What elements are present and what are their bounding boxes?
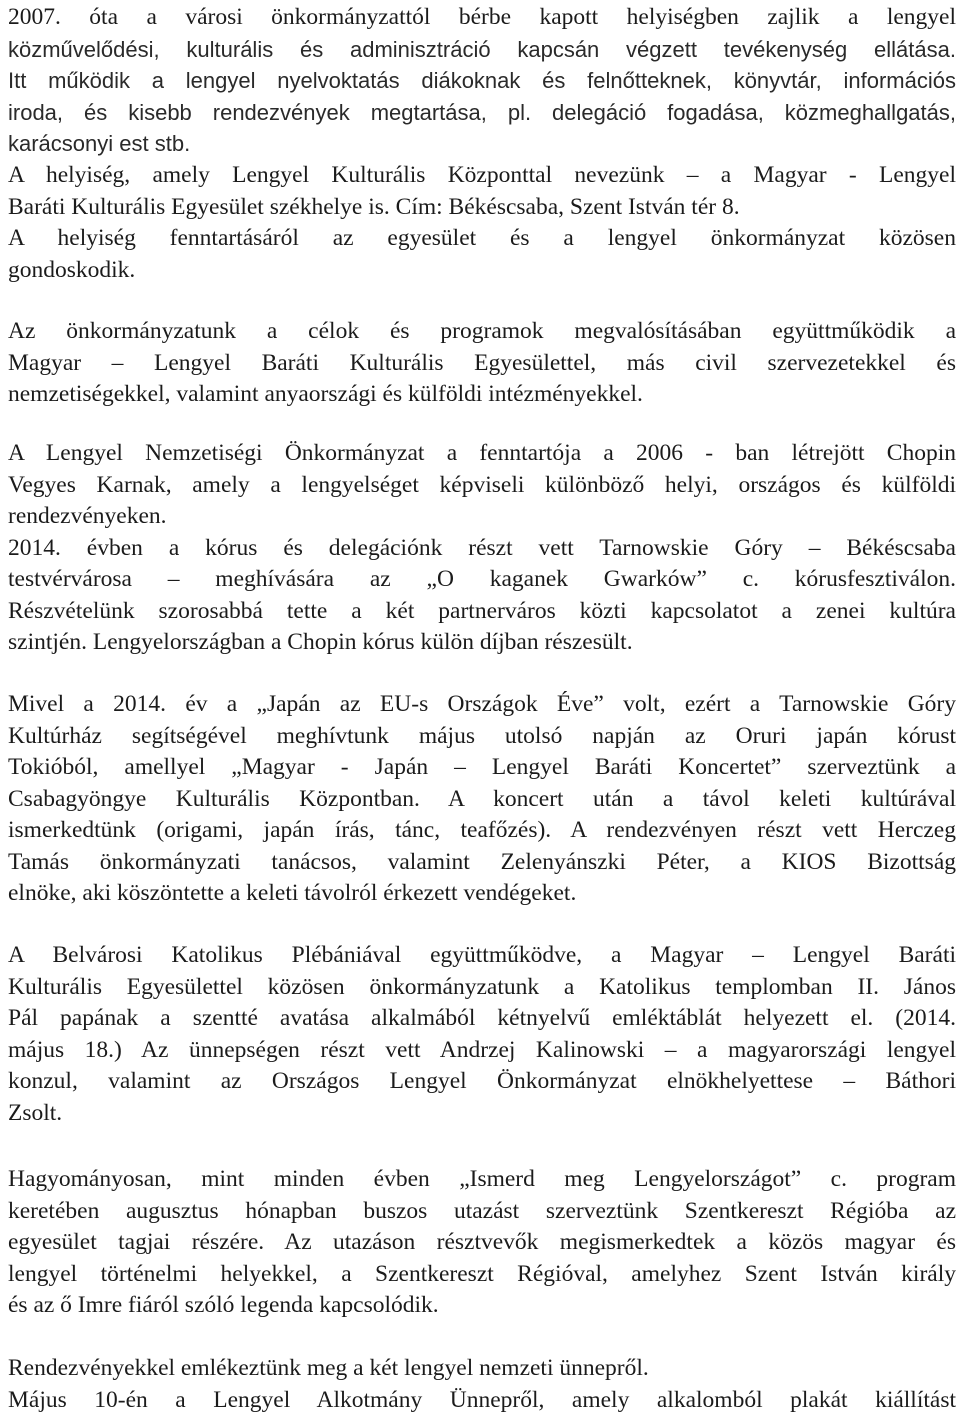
text-line: Részvételünk szorosabbá tette a két partnerváros közti kapcsolatot a zenei kultúra xyxy=(8,597,956,624)
text-line: A helyiség, amely Lengyel Kulturális Központtal nevezünk – a Magyar - Lengyel xyxy=(8,162,956,188)
text-line: lengyel történelmi helyekkel, a Szentkereszt Régióval, amelyhez Szent István király xyxy=(8,1260,956,1287)
text-line: Zsolt. xyxy=(8,1099,63,1126)
text-line: Vegyes Karnak, amely a lengyelséget képviseli különböző helyi, országos és külföldi xyxy=(8,471,956,498)
text-line: szintjén. Lengyelországban a Chopin kórus külön díjban részesült. xyxy=(8,629,633,655)
text-line: Kultúrház segítségével meghívtunk május utolsó napján az Oruri japán kórust xyxy=(8,722,956,749)
text-line: 2014. évben a kórus és delegációnk részt vett Tarnowskie Góry – Békéscsaba xyxy=(8,534,956,561)
text-line: Kulturális Egyesülettel közösen önkormányzatunk a Katolikus templomban II. János xyxy=(8,973,956,1000)
text-line: elnöke, aki köszöntette a keleti távolról érkezett vendégeket. xyxy=(8,880,577,906)
text-line: konzul, valamint az Országos Lengyel Önkormányzat elnökhelyettese – Báthori xyxy=(8,1068,956,1094)
text-line: Hagyományosan, mint minden évben „Ismerd meg Lengyelországot” c. program xyxy=(8,1166,956,1192)
text-line: és az ő Imre fiáról szóló legenda kapcsolódik. xyxy=(8,1292,439,1318)
paragraph-intro xyxy=(8,2,956,160)
text-line: Baráti Kulturális Egyesület székhelye is. Cím: Békéscsaba, Szent István tér 8. xyxy=(8,193,740,220)
text-line: nemzetiségekkel, valamint anyaországi és külföldi intézményekkel. xyxy=(8,381,643,407)
paragraph-center xyxy=(8,160,956,286)
paragraph-national-holidays xyxy=(8,1353,956,1416)
paragraph-cooperation xyxy=(8,316,956,411)
text-line: testvérvárosa – meghívására az „O kaganek Gwarków” c. kórusfesztiválon. xyxy=(8,566,956,592)
text-line: karácsonyi est stb. xyxy=(8,131,191,156)
paragraph-trip xyxy=(8,1164,956,1322)
paragraph-choir xyxy=(8,438,956,659)
text-line: A helyiség fenntartásáról az egyesület és a lengyel önkormányzat közösen xyxy=(8,225,956,251)
text-line: Csabagyöngye Kulturális Központban. A koncert után a távol keleti kultúrával xyxy=(8,785,956,812)
text-line: A Lengyel Nemzetiségi Önkormányzat a fenntartója a 2006 - ban létrejött Chopin xyxy=(8,440,956,466)
text-line: 2007. óta a városi önkormányzattól bérbe kapott helyiségben zajlik a lengyel xyxy=(8,4,956,30)
text-line: rendezvényeken. xyxy=(8,503,167,529)
text-line: Az önkormányzatunk a célok és programok megvalósításában együttműködik a xyxy=(8,318,956,344)
text-line: május 18.) Az ünnepségen részt vett Andrzej Kalinowski – a magyarországi lengyel xyxy=(8,1036,956,1063)
text-line: A Belvárosi Katolikus Plébániával együttműködve, a Magyar – Lengyel Baráti xyxy=(8,942,956,968)
text-line: közművelődési, kulturális és adminisztráció kapcsán végzett tevékenység ellátása. xyxy=(8,36,956,62)
text-line: Mivel a 2014. év a „Japán az EU-s Országok Éve” volt, ezért a Tarnowskie Góry xyxy=(8,691,956,717)
paragraph-japan-year xyxy=(8,689,956,910)
text-line: Magyar – Lengyel Baráti Kulturális Egyesülettel, más civil szervezetekkel és xyxy=(8,349,956,376)
text-line: egyesület tagjai részére. Az utazáson résztvevők megismerkedtek a közös magyar és xyxy=(8,1229,956,1255)
text-line: Itt működik a lengyel nyelvoktatás diákoknak és felnőtteknek, könyvtár, információs xyxy=(8,68,956,93)
text-line: keretében augusztus hónapban buszos utazást szerveztünk Szentkereszt Régióba az xyxy=(8,1197,956,1224)
text-line: Május 10-én a Lengyel Alkotmány Ünnepről, amely alkalomból plakát kiállítást xyxy=(8,1386,956,1413)
text-line: Pál papának a szentté avatása alkalmából kétnyelvű emléktáblát helyezett el. (2014. xyxy=(8,1005,956,1031)
text-line: Rendezvényekkel emlékeztünk meg a két lengyel nemzeti ünnepről. xyxy=(8,1355,649,1381)
text-line: gondoskodik. xyxy=(8,256,136,283)
paragraph-memorial-plaque xyxy=(8,940,956,1129)
text-line: ismerkedtünk (origami, japán írás, tánc, teafőzés). A rendezvényen részt vett Herczeg xyxy=(8,817,956,843)
text-line: iroda, és kisebb rendezvények megtartása, pl. delegáció fogadása, közmeghallgatás, xyxy=(8,99,956,125)
text-line: Tokióból, amellyel „Magyar - Japán – Lengyel Baráti Koncertet” szerveztünk a xyxy=(8,754,956,780)
text-line: Tamás önkormányzati tanácsos, valamint Zelenyánszki Péter, a KIOS Bizottság xyxy=(8,848,956,875)
